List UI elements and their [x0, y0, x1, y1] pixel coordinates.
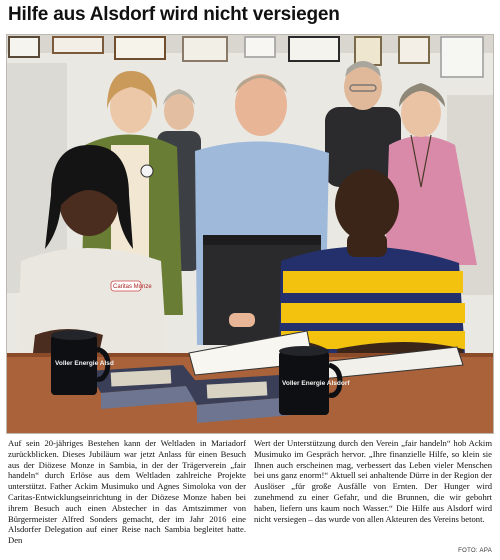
- mug-right-text: Voller Energie Alsdorf: [282, 380, 350, 387]
- shirt-badge-text: Caritas Monze: [113, 284, 152, 290]
- article-column-1: Auf sein 20-jähriges Bestehen kann der Weltladen in Mariadorf zurückblicken. Dieses Jubiläum war jetzt Anlass für einen Besuch aus der Diözese Monze in Sambia, in der der Trägerverein „fair handeln“ durch Erlöse aus dem Weltladen zahlreiche Projekte unterstützt. Father Ackim Musimuko und Agnes Simoloka von der Caritas-Entwicklungseinrichtung in der Diözese Monze haben bei ihrem Besuch auch einen Abstecher in das Amtszimmer von Bürgermeister Alfred Sonders gemacht, der im Jahr 2016 eine Alsdorfer Delegation auf einer Reise nach Sambia begleitet hatte. Den: [8, 438, 246, 546]
- gift-box-right: [183, 375, 293, 423]
- photo-credit: FOTO: APA: [458, 548, 492, 554]
- article-column-2: Wert der Unterstützung durch den Verein „fair handeln“ hob Ackim Musimuko im Gespräch hervor. „Ihre finanzielle Hilfe, so klein sie Ihnen auch erscheinen mag, verbessert das Leben vieler Menschen bei uns ganz enorm!“ Aktuell sei anhaltende Dürre in der Region der Auslöser „für große Ausfälle von Ernten. Der Hunger wird zunehmend zu einer Gefahr, und die Brunnen, die wir gebohrt haben, liefern uns kaum noch Wasser.“ Die Hilfe aus Alsdorf wird nicht versiegen – das wurde von allen Akteuren des Vereins betont.: [254, 438, 492, 524]
- news-photo: [6, 34, 494, 434]
- headline: Hilfe aus Alsdorf wird nicht versiegen: [8, 4, 340, 25]
- mug-left-text: Voller Energie Alsd: [55, 360, 114, 367]
- article-body: [8, 438, 492, 548]
